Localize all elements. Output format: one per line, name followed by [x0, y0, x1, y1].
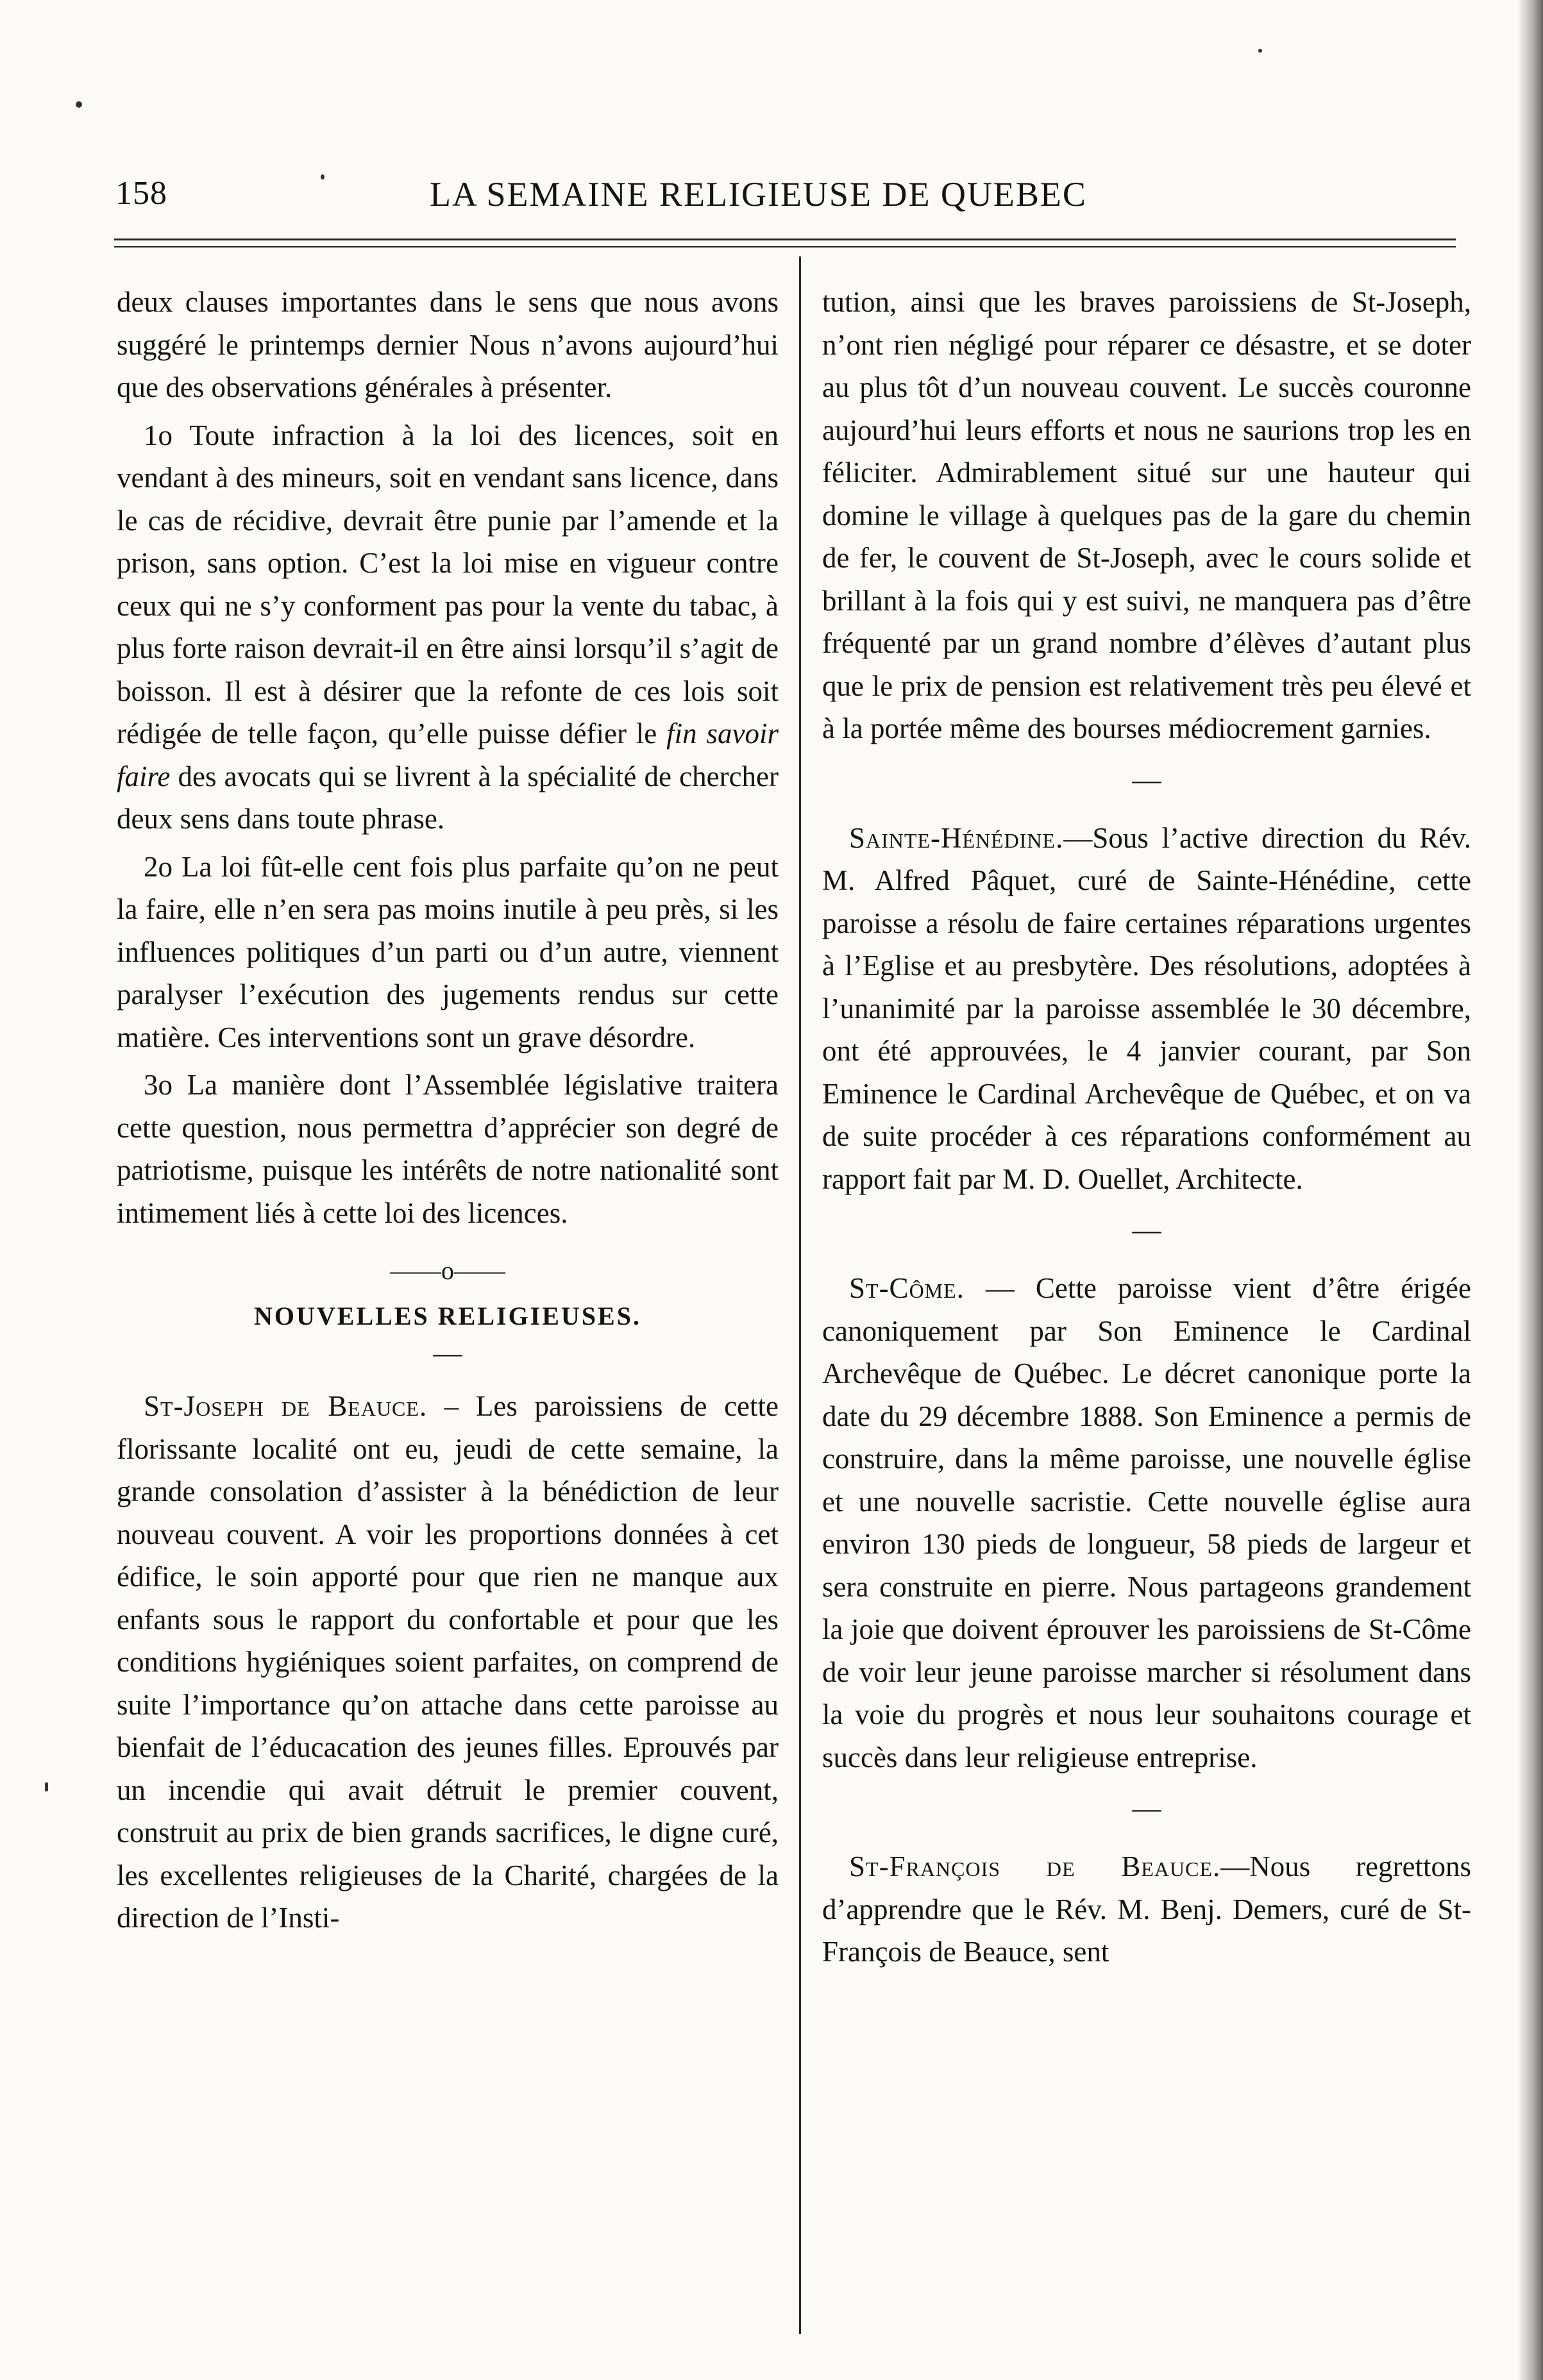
item-dash: — [1132, 1214, 1161, 1246]
scan-speck [76, 101, 82, 108]
paragraph: 3o La manière dont l’Assemblée législative traitera cette question, nous permettra d’apprécier son degré de patriotisme, puisque les intérêts de notre nationalité sont intimement liés à cette loi des licences. [117, 1069, 779, 1229]
paragraph [117, 414, 779, 841]
italic-phrase: fin savoir faire [117, 717, 779, 792]
section-separator: ——o—— [390, 1256, 505, 1285]
news-lead: Sainte-Hénédine. [849, 821, 1064, 854]
item-dash: — [1132, 763, 1161, 796]
page-number: 158 [115, 175, 167, 212]
paragraph: 2o La loi fût-elle cent fois plus parfaite qu’on ne peut la faire, elle n’en sera pas moins inutile à peu près, si les influences politiques d’un parti ou d’un autre, viennent paralyser l’exécution des jugements rendus sur cette matière. Ces interventions sont un grave désordre. [117, 850, 779, 1053]
scan-edge-shadow [1517, 0, 1543, 2380]
running-title: LA SEMAINE RELIGIEUSE DE QUEBEC [430, 175, 1087, 214]
page-header [115, 174, 1462, 219]
item-dash: — [1132, 1792, 1161, 1824]
news-lead: St-Joseph de Beauce. [144, 1390, 428, 1422]
paragraph: deux clauses importantes dans le sens que nous avons suggéré le printemps dernier Nous n’avons aujourd’hui que des observations générales à présenter. [117, 286, 779, 403]
news-text: —Nous regrettons d’apprendre que le Rév. M. Benj. Demers, curé de St-François de Beauce, sent [822, 1850, 1471, 1968]
paragraph-text: des avocats qui se livrent à la spécialité de chercher deux sens dans toute phrase. [117, 760, 779, 835]
paragraph-text: 1o Toute infraction à la loi des licences, soit en vendant à des mineurs, soit en vendant sans licence, dans le cas de récidive, devrait être punie par l’amende et la prison, sans option. C’est la loi mise en vigueur contre ceux qui ne s’y conforment pas pour la vente du tabac, à plus forte raison devrait-il en être ainsi lorsqu’il s’agit de boisson. Il est à désirer que la refonte de ces lois soit rédigée de telle façon, qu’elle puisse défier le [117, 419, 779, 750]
header-rule-bottom [114, 246, 1456, 247]
column-separator [799, 256, 801, 2334]
news-item [822, 1845, 1471, 1974]
paragraph: tution, ainsi que les braves paroissiens de St-Joseph, n’ont rien négligé pour réparer ce désastre, et se doter au plus tôt d’un nouveau couvent. Le succès couronne aujourd’hui leurs efforts et nous ne saurions trop les en féliciter. Admirablement situé sur une hauteur qui domine le village à quelques pas de la gare du chemin de fer, le couvent de St-Joseph, avec le cours solide et brillant à la fois qui y est suivi, ne manquera pas d’être fréquenté par un grand nombre d’élèves d’autant plus que le prix de pension est relativement très peu élevé et à la portée même des bourses médiocrement garnies. [822, 286, 1471, 744]
left-column [117, 281, 779, 1940]
news-text: —Sous l’active direction du Rév. M. Alfred Pâquet, curé de Sainte-Hénédine, cette paroisse a résolu de faire certaines réparations urgentes à l’Eglise et au presbytère. Des résolutions, adoptées à l’unanimité par la paroisse assemblée le 30 décembre, ont été approuvées, le 4 janvier courant, par Son Eminence le Cardinal Archevêque de Québec, et on va de suite procéder à ces réparations conformément au rapport fait par M. D. Ouellet, Architecte. [822, 821, 1471, 1195]
news-item [117, 1385, 779, 1940]
section-dash: — [433, 1337, 462, 1369]
scan-speck [321, 174, 325, 180]
news-item [822, 1267, 1471, 1779]
news-lead: St-François de Beauce. [849, 1850, 1221, 1882]
section-title: NOUVELLES RELIGIEUSES. [254, 1301, 641, 1330]
header-rule-top [114, 239, 1456, 240]
news-lead: St-Côme. [849, 1272, 965, 1304]
scan-speck [45, 1782, 48, 1791]
news-item [822, 817, 1471, 1201]
right-column [822, 281, 1471, 1974]
scan-speck [1258, 49, 1262, 53]
news-text: – Les paroissiens de cette florissante localité ont eu, jeudi de cette semaine, la grande consolation d’assister à la bénédiction de leur nouveau couvent. A voir les proportions données à cet édifice, le soin apporté pour que rien ne manque aux enfants sous le rapport du confortable et pour que les conditions hygiéniques soient parfaites, on comprend de suite l’importance qu’on attache dans cette paroisse au bienfait de l’éducacation des jeunes filles. Eprouvés par un incendie qui avait détruit le premier couvent, construit au prix de bien grands sacrifices, le digne curé, les excellentes religieuses de la Charité, chargées de la direction de l’Insti- [117, 1390, 779, 1934]
news-text: — Cette paroisse vient d’être érigée canoniquement par Son Eminence le Cardinal Archevêque de Québec. Le décret canonique porte la date du 29 décembre 1888. Son Eminence a permis de construire, dans la même paroisse, une nouvelle église et une nouvelle sacristie. Cette nouvelle église aura environ 130 pieds de longueur, 58 pieds de largeur et sera construite en pierre. Nous partageons grandement la joie que doivent éprouver les paroissiens de St-Côme de voir leur jeune paroisse marcher si résolument dans la voie du progrès et nous leur souhaitons courage et succès dans leur religieuse entreprise. [822, 1272, 1471, 1773]
